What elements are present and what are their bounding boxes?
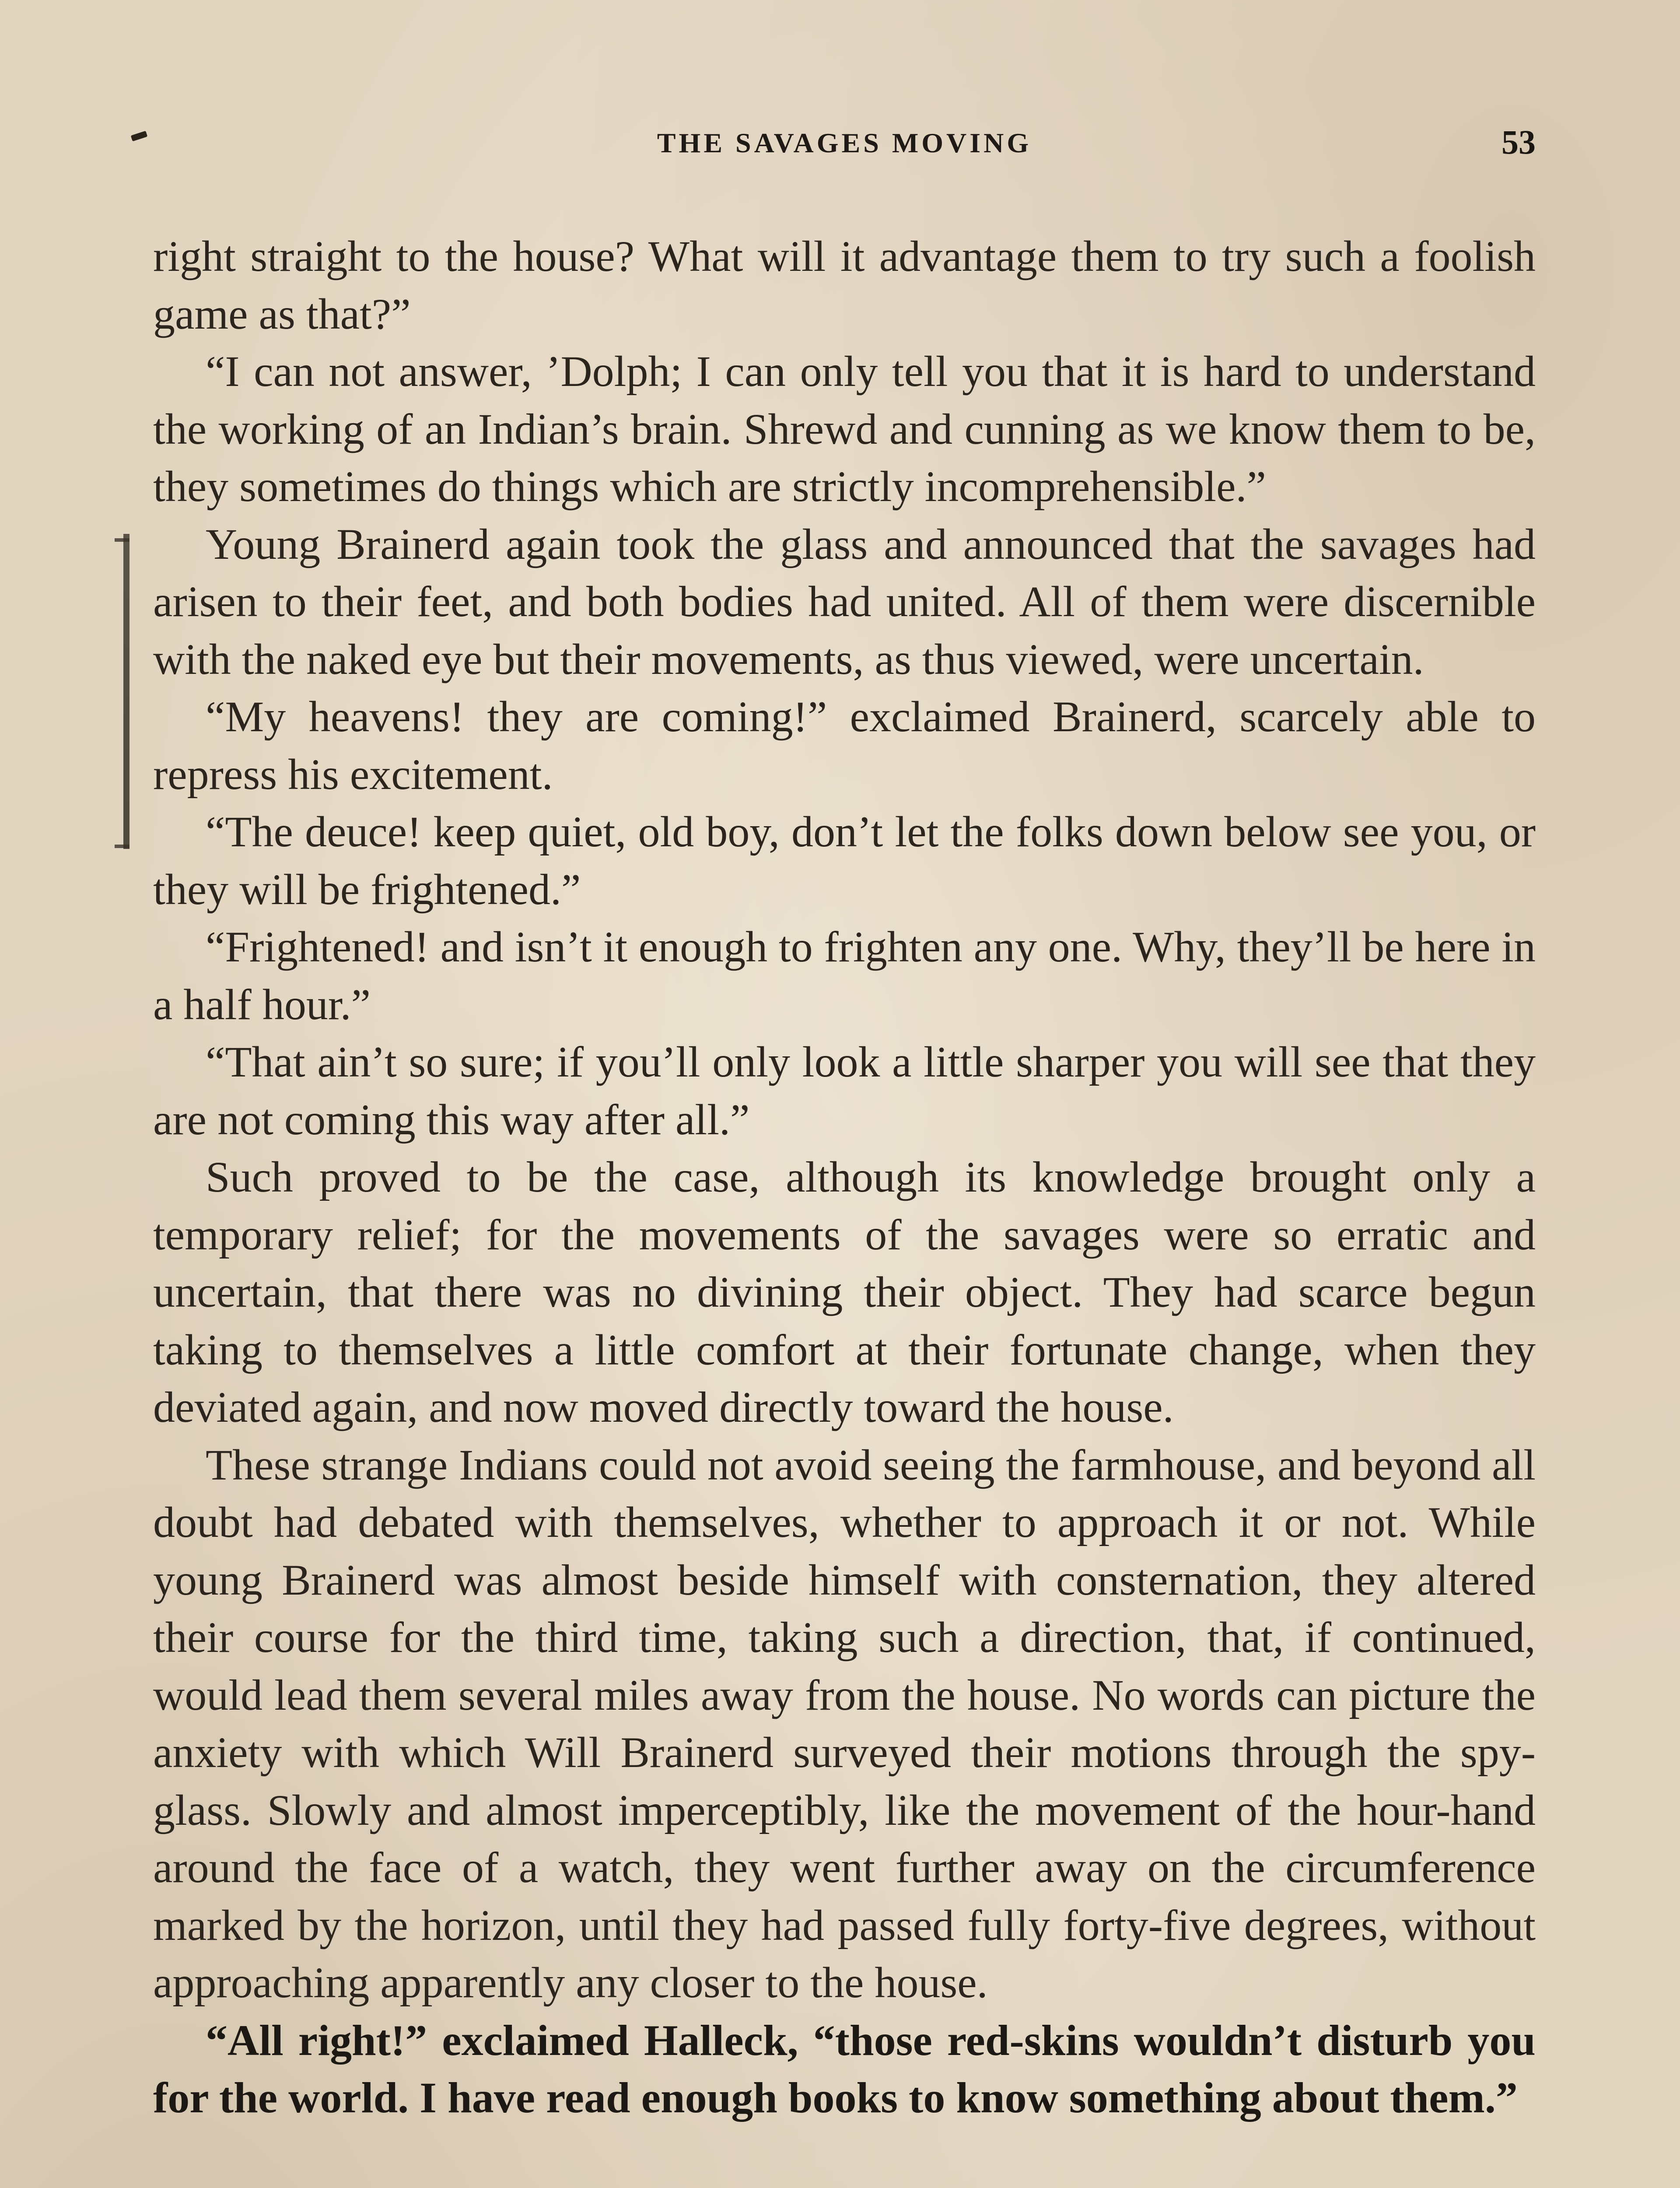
paragraph: “All right!” exclaimed Halleck, “those red-skins wouldn’t disturb you for the world. I have read enough books to know something about them.” — [153, 2016, 1536, 2122]
paragraph: “I can not answer, ’Dolph; I can only tell you that it is hard to understand the working of an Indian’s brain. Shrewd and cunning as we know them to be, they sometimes do things which are strictly incomprehensible.” — [153, 347, 1536, 511]
paragraph: Such proved to be the case, although its knowledge brought only a temporary relief; for the movements of the savages were so erratic and uncertain, that there was no divining their object. They had scarce begun taking to themselves a little comfort at their fortunate change, when they deviated again, and now moved directly toward the house. — [153, 1153, 1536, 1431]
page-header — [153, 114, 1536, 184]
paragraph: Young Brainerd again took the glass and announced that the savages had arisen to their feet, and both bodies had united. All of them were discernible with the naked eye but their movements, as thus viewed, were uncertain. — [153, 519, 1536, 684]
paragraph: “Frightened! and isn’t it enough to frighten any one. Why, they’ll be here in a half hour.” — [153, 922, 1536, 1029]
corner-mark — [131, 131, 148, 141]
running-head: THE SAVAGES MOVING — [657, 127, 1032, 158]
paragraph: right straight to the house? What will it advantage them to try such a foolish game as that?” — [153, 232, 1536, 338]
paragraph: “The deuce! keep quiet, old boy, don’t let the folks down below see you, or they will be frightened.” — [153, 807, 1536, 914]
body-text — [153, 228, 1536, 2127]
margin-pencil-tick — [115, 538, 130, 542]
paragraph: “That ain’t so sure; if you’ll only look a little sharper you will see that they are not coming this way after all.” — [153, 1038, 1536, 1144]
paragraph: These strange Indians could not avoid seeing the farmhouse, and beyond all doubt had debated with themselves, whether to approach it or not. While young Brainerd was almost beside himself with consternation, they altered their course for the third time, taking such a direction, that, if continued, would lead them several miles away from the house. No words can picture the anxiety with which Will Brainerd surveyed their motions through the spy-glass. Slowly and almost imperceptibly, like the movement of the hour-hand around the face of a watch, they went further away on the circumference marked by the horizon, until they had passed fully forty-five degrees, without approaching apparently any closer to the house. — [153, 1440, 1536, 2007]
paragraph: “My heavens! they are coming!” exclaimed Brainerd, scarcely able to repress his excitement. — [153, 692, 1536, 799]
page-number: 53 — [1502, 123, 1536, 161]
margin-pencil-line — [123, 534, 130, 849]
margin-pencil-tick — [115, 845, 130, 848]
